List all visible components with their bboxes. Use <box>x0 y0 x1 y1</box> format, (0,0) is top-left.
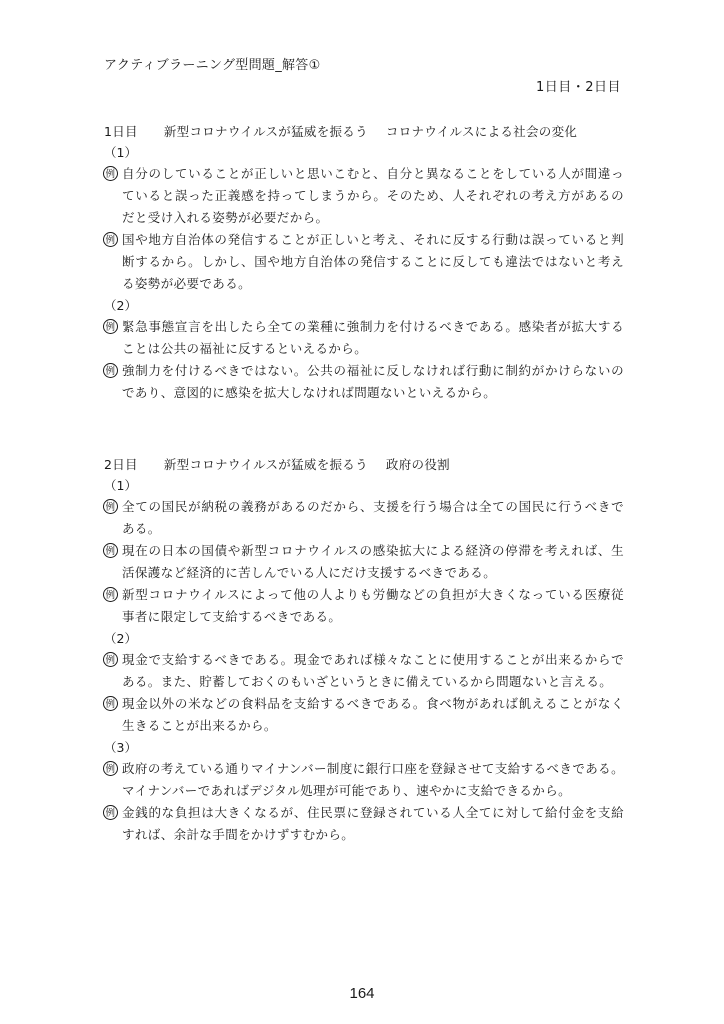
day2-part3-label: （3） <box>104 740 137 755</box>
answer-text: 金銭的な負担は大きくなるが、住民票に登録されている人全てに対して給付金を支給すれば、余計な手間をかけずすむから。 <box>122 805 624 842</box>
example-mark-icon: 例 <box>103 696 118 711</box>
day1-part1-answer-1 <box>104 163 624 229</box>
day2-label: 2日目 <box>104 457 138 472</box>
example-mark-icon: 例 <box>103 166 118 181</box>
day1-section <box>104 122 624 404</box>
page-number: 164 <box>349 985 375 1002</box>
day2-part3-answer-1 <box>104 758 624 802</box>
day2-heading <box>104 455 624 475</box>
answer-text: 現在の日本の国債や新型コロナウイルスの感染拡大による経済の停滞を考えれば、生活保護など経済的に苦しんでいる人にだけ支援するべきである。 <box>122 543 624 580</box>
answer-text: 現金以外の米などの食料品を支給するべきである。食べ物があれば飢えることがなく生きることが出来るから。 <box>122 696 624 733</box>
day2-part2-answer-2 <box>104 693 624 737</box>
day1-part2-answer-1 <box>104 316 624 360</box>
example-mark-icon: 例 <box>103 543 118 558</box>
example-mark-icon: 例 <box>103 761 118 776</box>
example-mark-icon: 例 <box>103 232 118 247</box>
document-title: アクティブラーニング型問題_解答① <box>104 58 321 73</box>
day2-part1-answer-2 <box>104 540 624 584</box>
day1-part2-answer-2 <box>104 360 624 404</box>
example-mark-icon: 例 <box>103 587 118 602</box>
example-mark-icon: 例 <box>103 499 118 514</box>
day2-section <box>104 455 624 846</box>
day2-part1-label: （1） <box>104 478 137 493</box>
day1-label: 1日目 <box>104 124 138 139</box>
answer-text: 強制力を付けるべきではない。公共の福祉に反しなければ行動に制約がかけらないのであり、意図的に感染を拡大しなければ問題ないといえるから。 <box>122 363 624 400</box>
day1-part1-label: （1） <box>104 145 137 160</box>
answer-text: 新型コロナウイルスによって他の人よりも労働などの負担が大きくなっている医療従事者に限定して支給するべきである。 <box>122 587 624 624</box>
day2-part1-answer-3 <box>104 584 624 628</box>
day1-heading <box>104 122 624 142</box>
day1-part2-label: （2） <box>104 298 137 313</box>
answer-text: 緊急事態宣言を出したら全ての業種に強制力を付けるべきである。感染者が拡大することは公共の福祉に反するといえるから。 <box>122 319 624 356</box>
example-mark-icon: 例 <box>103 652 118 667</box>
answer-text: 政府の考えている通りマイナンバー制度に銀行口座を登録させて支給するべきである。マイナンバーであればデジタル処理が可能であり、速やかに支給できるから。 <box>122 761 624 798</box>
day2-part2-answer-1 <box>104 649 624 693</box>
day2-part3-answer-2 <box>104 802 624 846</box>
day2-part2-label: （2） <box>104 631 137 646</box>
answer-text: 自分のしていることが正しいと思いこむと、自分と異なることをしている人が間違っていると誤った正義感を持ってしまうから。そのため、人それぞれの考え方があるのだと受け入れる姿勢が必要だから。 <box>122 166 624 225</box>
example-mark-icon: 例 <box>103 319 118 334</box>
day1-theme: 新型コロナウイルスが猛威を振るう <box>163 124 368 139</box>
example-mark-icon: 例 <box>103 363 118 378</box>
day2-theme: 新型コロナウイルスが猛威を振るう <box>163 457 368 472</box>
day-range-label: 1日目・2日目 <box>535 80 621 95</box>
day1-part1-answer-2 <box>104 229 624 295</box>
day2-topic: 政府の役割 <box>385 457 450 472</box>
day1-topic: コロナウイルスによる社会の変化 <box>385 124 578 139</box>
answer-text: 現金で支給するべきである。現金であれば様々なことに使用することが出来るからである。また、貯蓄しておくのもいざというときに備えているから問題ないと言える。 <box>122 652 624 689</box>
answer-text: 国や地方自治体の発信することが正しいと考え、それに反する行動は誤っていると判断するから。しかし、国や地方自治体の発信することに反しても違法ではないと考える姿勢が必要である。 <box>122 232 624 291</box>
example-mark-icon: 例 <box>103 805 118 820</box>
answer-text: 全ての国民が納税の義務があるのだから、支援を行う場合は全ての国民に行うべきである。 <box>122 499 624 536</box>
day2-part1-answer-1 <box>104 496 624 540</box>
